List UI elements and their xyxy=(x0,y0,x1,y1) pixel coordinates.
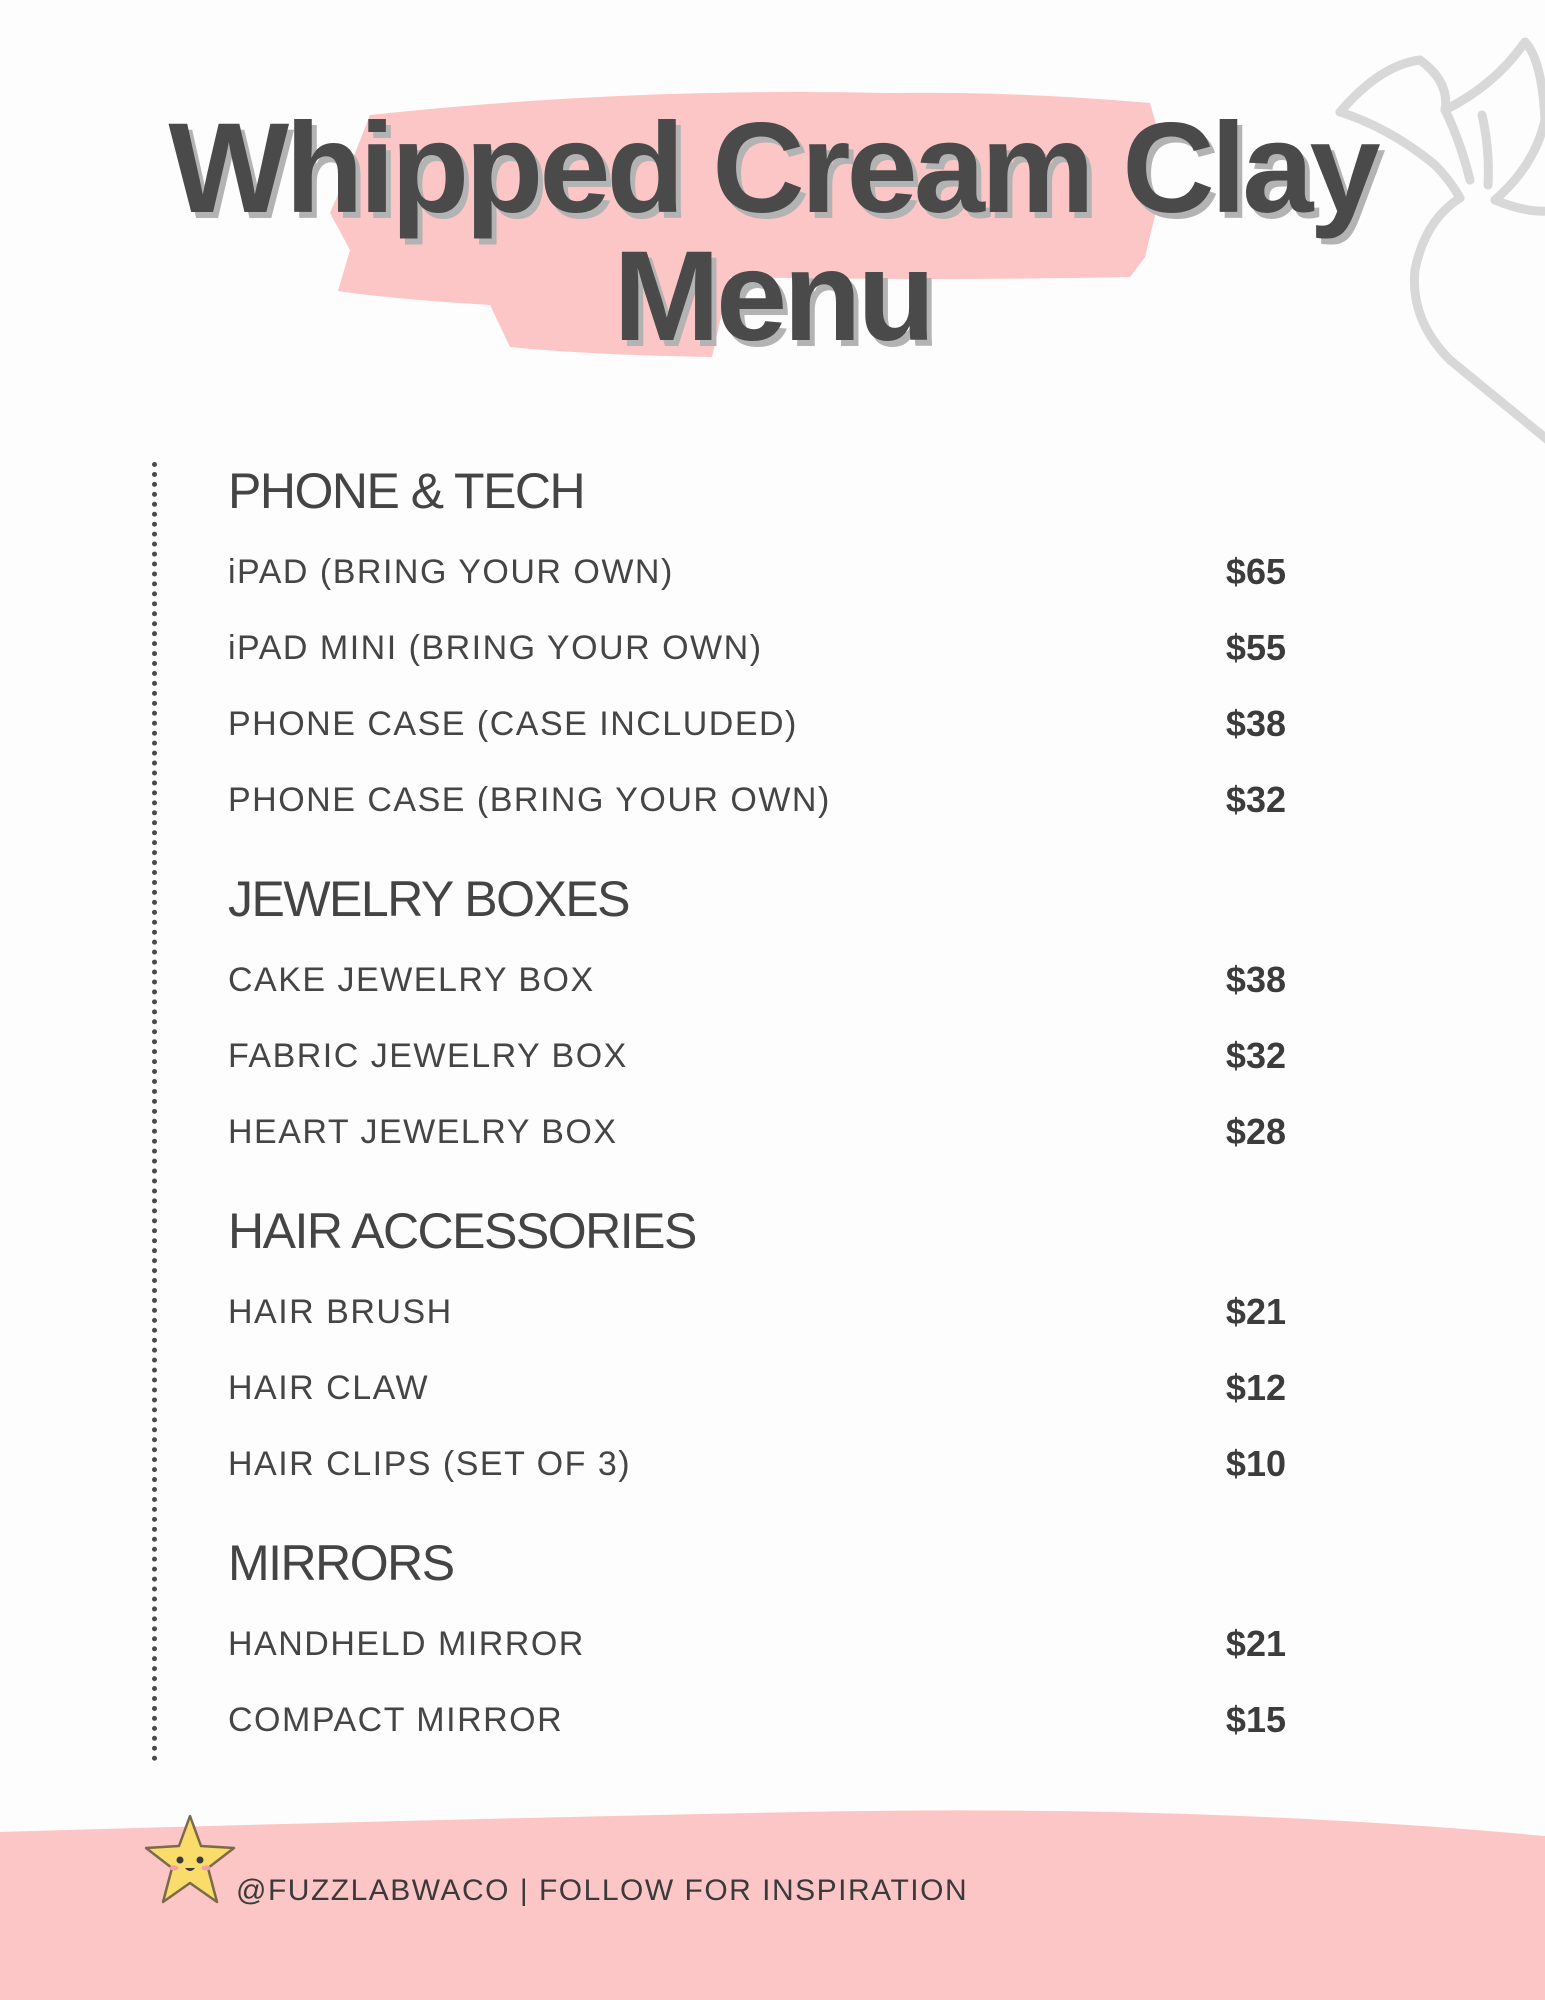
menu-item xyxy=(228,942,1286,1018)
menu-item xyxy=(228,1350,1286,1426)
title-line-2: Menu xyxy=(613,225,932,368)
item-price: $21 xyxy=(1225,1623,1286,1664)
item-name: HANDHELD MIRROR xyxy=(228,1624,585,1663)
menu-item xyxy=(228,1682,1286,1758)
menu-item xyxy=(228,610,1286,686)
item-price: $21 xyxy=(1225,1291,1286,1332)
item-price: $15 xyxy=(1225,1699,1286,1740)
item-name: HAIR CLAW xyxy=(228,1368,430,1407)
item-price: $32 xyxy=(1225,779,1286,820)
menu-item xyxy=(228,534,1286,610)
menu-item xyxy=(228,1094,1286,1170)
menu-item xyxy=(228,686,1286,762)
menu-item xyxy=(228,1606,1286,1682)
menu-section-mirrors xyxy=(228,1528,1286,1758)
item-name: HAIR BRUSH xyxy=(228,1292,453,1331)
item-name: HAIR CLIPS (SET OF 3) xyxy=(228,1444,632,1483)
section-heading: PHONE & TECH xyxy=(228,463,585,519)
menu-item xyxy=(228,1426,1286,1502)
section-heading: HAIR ACCESSORIES xyxy=(228,1203,696,1259)
item-price: $12 xyxy=(1225,1367,1286,1408)
item-name: FABRIC JEWELRY BOX xyxy=(228,1036,628,1075)
menu-list xyxy=(228,456,1286,1784)
menu-item xyxy=(228,1018,1286,1094)
menu-section-hair-accessories xyxy=(228,1196,1286,1502)
star-mascot-icon xyxy=(140,1810,240,1910)
item-name: PHONE CASE (CASE INCLUDED) xyxy=(228,704,798,743)
menu-item xyxy=(228,762,1286,838)
item-name: iPAD MINI (BRING YOUR OWN) xyxy=(228,628,763,667)
item-name: iPAD (BRING YOUR OWN) xyxy=(228,552,674,591)
item-price: $32 xyxy=(1225,1035,1286,1076)
title-line-1: Whipped Cream Clay xyxy=(168,97,1377,240)
section-heading: JEWELRY BOXES xyxy=(228,871,630,927)
item-price: $55 xyxy=(1225,627,1286,668)
item-price: $28 xyxy=(1225,1111,1286,1152)
menu-section-jewelry-boxes xyxy=(228,864,1286,1170)
item-name: PHONE CASE (BRING YOUR OWN) xyxy=(228,780,831,819)
dotted-divider xyxy=(152,462,157,1762)
item-price: $38 xyxy=(1225,703,1286,744)
page-title xyxy=(0,97,1545,368)
section-heading: MIRRORS xyxy=(228,1535,454,1591)
menu-item xyxy=(228,1274,1286,1350)
item-name: CAKE JEWELRY BOX xyxy=(228,960,595,999)
footer-social-handle: @FUZZLABWACO | FOLLOW FOR INSPIRATION xyxy=(236,1874,969,1907)
menu-section-phone-tech xyxy=(228,456,1286,838)
item-price: $10 xyxy=(1225,1443,1286,1484)
item-price: $38 xyxy=(1225,959,1286,1000)
item-price: $65 xyxy=(1225,551,1286,592)
item-name: COMPACT MIRROR xyxy=(228,1700,564,1739)
item-name: HEART JEWELRY BOX xyxy=(228,1112,618,1151)
